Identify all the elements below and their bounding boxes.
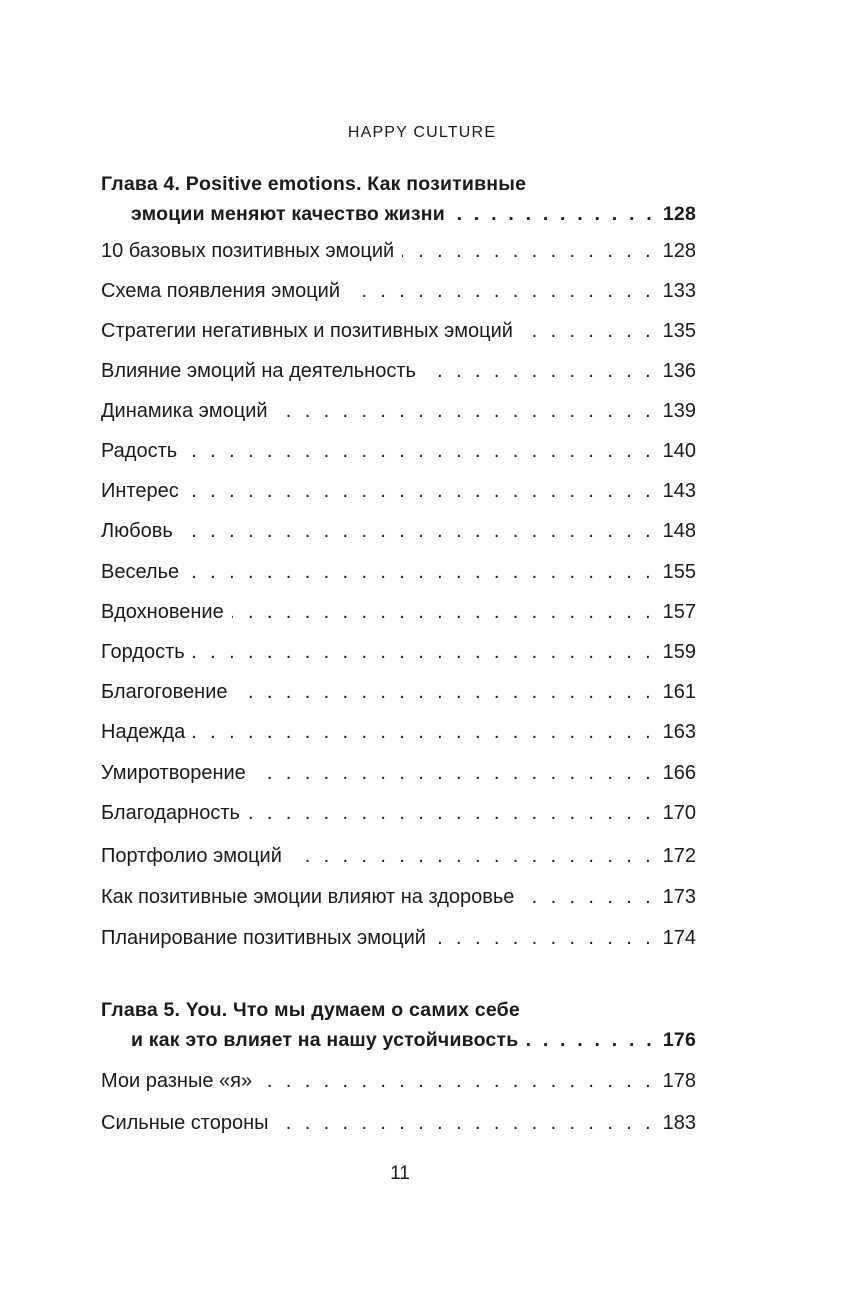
- entry-page-number: 155: [662, 561, 696, 583]
- entry-title: Как позитивные эмоции влияют на здоровье: [101, 886, 515, 908]
- entry-page-number: 178: [662, 1070, 696, 1092]
- entry-page-number: 183: [662, 1112, 696, 1134]
- chapter-title-line1: Глава 4. Positive emotions. Как позитивные: [101, 173, 527, 195]
- dot-leader: [260, 1070, 655, 1092]
- toc-entry[interactable]: [101, 681, 696, 703]
- chapter-title-line2: и как это влияет на нашу устойчивость: [131, 1029, 519, 1051]
- toc-entry[interactable]: [101, 360, 696, 382]
- entry-title: Интерес: [101, 480, 179, 502]
- entry-title: Сильные стороны: [101, 1112, 269, 1134]
- dot-leader: [232, 601, 655, 623]
- chapter-title-line1: Глава 5. You. Что мы думаем о самих себе: [101, 999, 520, 1021]
- entry-title: Благодарность: [101, 802, 240, 824]
- chapter-title-line2-row: [131, 1029, 696, 1051]
- entry-page-number: 135: [662, 320, 696, 342]
- chapter-page-number: 128: [662, 203, 696, 225]
- toc-entry[interactable]: [101, 240, 696, 262]
- entry-title: Веселье: [101, 561, 180, 583]
- entry-title: Динамика эмоций: [101, 400, 268, 422]
- toc-entry[interactable]: [101, 886, 696, 908]
- entry-page-number: 166: [662, 762, 696, 784]
- dot-leader: [521, 320, 655, 342]
- entry-title: Планирование позитивных эмоций: [101, 927, 426, 949]
- dot-leader: [276, 400, 655, 422]
- entry-title: Любовь: [101, 520, 173, 542]
- entry-title: Гордость: [101, 641, 185, 663]
- toc-entry[interactable]: [101, 320, 696, 342]
- entry-title: 10 базовых позитивных эмоций: [101, 240, 395, 262]
- dot-leader: [522, 886, 654, 908]
- dot-leader: [277, 1112, 655, 1134]
- dot-leader: [290, 845, 655, 867]
- dot-leader: [424, 360, 655, 382]
- toc-entry[interactable]: [101, 561, 696, 583]
- toc-entry[interactable]: [101, 802, 696, 824]
- entry-page-number: 163: [662, 721, 696, 743]
- entry-page-number: 172: [662, 845, 696, 867]
- entry-page-number: 140: [662, 440, 696, 462]
- toc-entry[interactable]: [101, 927, 696, 949]
- toc-entry[interactable]: [101, 641, 696, 663]
- entry-page-number: 143: [662, 480, 696, 502]
- dot-leader: [187, 480, 655, 502]
- entry-page-number: 133: [662, 280, 696, 302]
- entry-title: Благоговение: [101, 681, 228, 703]
- toc-entry[interactable]: [101, 1112, 696, 1134]
- entry-title: Стратегии негативных и позитивных эмоций: [101, 320, 513, 342]
- page-number: 11: [390, 1163, 410, 1184]
- entry-title: Умиротворение: [101, 762, 246, 784]
- dot-leader: [193, 721, 654, 743]
- toc-entry[interactable]: [101, 400, 696, 422]
- toc-entry[interactable]: [101, 440, 696, 462]
- dot-leader: [236, 681, 655, 703]
- entry-page-number: 157: [662, 601, 696, 623]
- entry-title: Мои разные «я»: [101, 1070, 253, 1092]
- dot-leader: [526, 1029, 654, 1051]
- dot-leader: [185, 440, 654, 462]
- entry-page-number: 159: [662, 641, 696, 663]
- entry-page-number: 161: [662, 681, 696, 703]
- dot-leader: [187, 561, 654, 583]
- entry-page-number: 139: [662, 400, 696, 422]
- chapter-title-line2-row: [131, 203, 696, 225]
- toc-entry[interactable]: [101, 1070, 696, 1092]
- toc-entry[interactable]: [101, 601, 696, 623]
- toc-entry[interactable]: [101, 845, 696, 867]
- dot-leader: [193, 641, 655, 663]
- running-head: HAPPY CULTURE: [347, 124, 497, 141]
- entry-title: Вдохновение: [101, 601, 224, 623]
- entry-page-number: 148: [662, 520, 696, 542]
- entry-title: Радость: [101, 440, 178, 462]
- dot-leader: [453, 203, 655, 225]
- entry-title: Схема появления эмоций: [101, 280, 340, 302]
- entry-page-number: 173: [662, 886, 696, 908]
- entry-title: Надежда: [101, 721, 186, 743]
- entry-page-number: 170: [662, 802, 696, 824]
- entry-title: Влияние эмоций на деятельность: [101, 360, 416, 382]
- toc-entry[interactable]: [101, 762, 696, 784]
- chapter-page-number: 176: [662, 1029, 696, 1051]
- entry-page-number: 174: [662, 927, 696, 949]
- dot-leader: [181, 520, 655, 542]
- dot-leader: [402, 240, 654, 262]
- toc-entry[interactable]: [101, 520, 696, 542]
- dot-leader: [254, 762, 655, 784]
- entry-page-number: 136: [662, 360, 696, 382]
- toc-entry[interactable]: [101, 721, 696, 743]
- dot-leader: [348, 280, 655, 302]
- dot-leader: [248, 802, 655, 824]
- toc-entry[interactable]: [101, 280, 696, 302]
- entry-title: Портфолио эмоций: [101, 845, 282, 867]
- toc-entry[interactable]: [101, 480, 696, 502]
- chapter-title-line2: эмоции меняют качество жизни: [131, 203, 445, 225]
- dot-leader: [434, 927, 655, 949]
- entry-page-number: 128: [662, 240, 696, 262]
